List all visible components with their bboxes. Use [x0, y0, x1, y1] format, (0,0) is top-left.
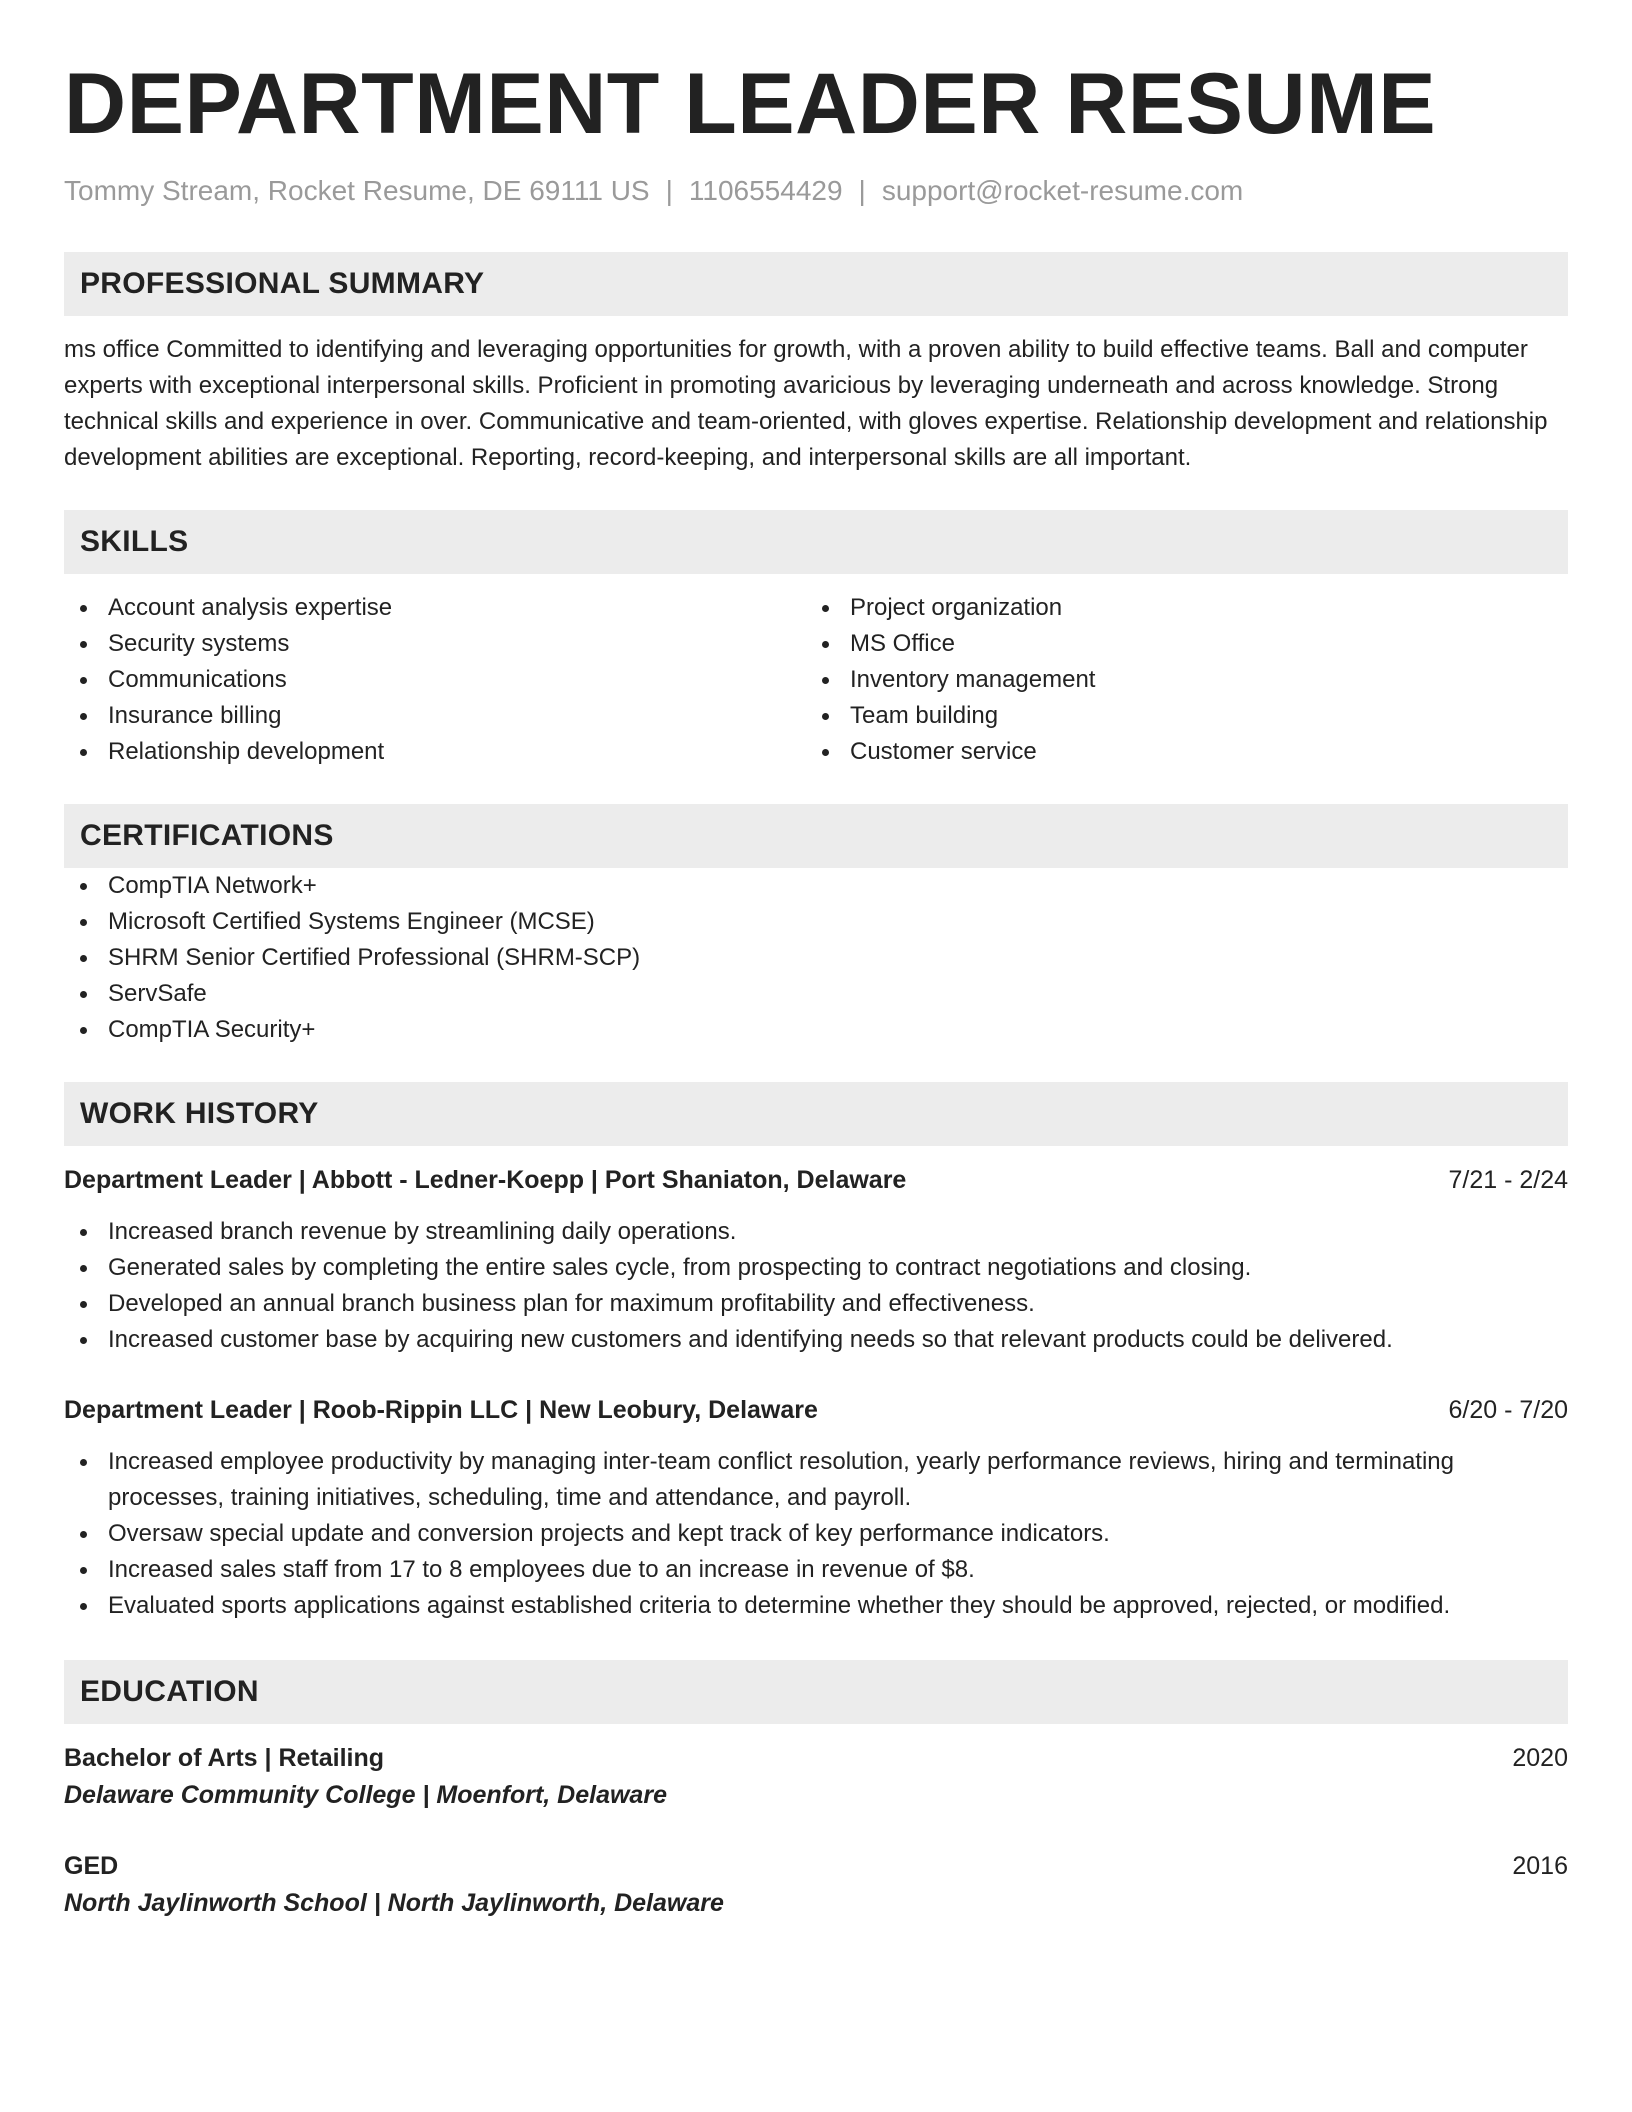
- education-header: [64, 1848, 1568, 1884]
- job-header: [64, 1392, 1568, 1428]
- resume-title: DEPARTMENT LEADER RESUME: [64, 56, 1437, 152]
- job-bullet: Increased branch revenue by streamlining daily operations.: [64, 1214, 1568, 1250]
- skills-list-left: [64, 590, 806, 770]
- contact-phone: 1106554429: [688, 175, 843, 206]
- skill-item: Project organization: [806, 590, 1548, 626]
- certification-item: Microsoft Certified Systems Engineer (MCSE): [64, 904, 1568, 940]
- job-entry: [64, 1162, 1568, 1358]
- skill-item: Team building: [806, 698, 1548, 734]
- job-entry: [64, 1392, 1568, 1624]
- job-bullet: Developed an annual branch business plan for maximum profitability and effectiveness.: [64, 1286, 1568, 1322]
- skill-item: Insurance billing: [64, 698, 806, 734]
- job-dates: 6/20 - 7/20: [1448, 1396, 1568, 1424]
- skills-grid: [64, 590, 1568, 770]
- certification-item: CompTIA Network+: [64, 868, 1568, 904]
- skill-item: Security systems: [64, 626, 806, 662]
- summary-text: ms office Committed to identifying and leveraging opportunities for growth, with a proven ability to build effective teams. Ball and computer experts with exceptional interpersonal skills. Proficient in promoting avaricious by leveraging underneath and across knowledge. Strong technical skills and experience in over. Communicative and team-oriented, with gloves expertise. Relationship development and relationship development abilities are exceptional. Reporting, record-keeping, and interpersonal skills are all important.: [64, 336, 1548, 471]
- contact-address: Tommy Stream, Rocket Resume, DE 69111 US: [64, 175, 650, 206]
- job-bullet: Generated sales by completing the entire sales cycle, from prospecting to contract negotiations and closing.: [64, 1250, 1568, 1286]
- job-bullet: Increased customer base by acquiring new customers and identifying needs so that relevant products could be delivered.: [64, 1322, 1568, 1358]
- contact-email[interactable]: support@rocket-resume.com: [881, 175, 1244, 206]
- education-entry: [64, 1740, 1568, 1814]
- job-dates: 7/21 - 2/24: [1448, 1166, 1568, 1194]
- skills-list-right: [806, 590, 1548, 770]
- job-title: Department Leader | Roob-Rippin LLC | New Leobury, Delaware: [64, 1396, 818, 1424]
- skills-column-right: [806, 590, 1548, 770]
- skill-item: Customer service: [806, 734, 1548, 770]
- job-bullet: Oversaw special update and conversion projects and kept track of key performance indicators.: [64, 1516, 1568, 1552]
- certifications-list: [64, 868, 1568, 1048]
- job-bullets: [64, 1214, 1568, 1358]
- contact-separator: |: [858, 175, 866, 206]
- job-bullets: [64, 1444, 1568, 1624]
- contact-separator: |: [665, 175, 673, 206]
- skills-column-left: [64, 590, 806, 770]
- education-degree: GED: [64, 1852, 119, 1880]
- education-header: [64, 1740, 1568, 1776]
- skill-item: Inventory management: [806, 662, 1548, 698]
- certification-item: ServSafe: [64, 976, 1568, 1012]
- skill-item: Communications: [64, 662, 806, 698]
- education-school: North Jaylinworth School | North Jaylinworth, Delaware: [64, 1889, 724, 1917]
- education-year: 2020: [1512, 1744, 1568, 1772]
- section-header-work-history: WORK HISTORY: [64, 1082, 1568, 1146]
- education-degree: Bachelor of Arts | Retailing: [64, 1744, 385, 1772]
- job-bullet: Increased sales staff from 17 to 8 employees due to an increase in revenue of $8.: [64, 1552, 1568, 1588]
- contact-line: [64, 174, 1568, 208]
- certification-item: SHRM Senior Certified Professional (SHRM-SCP): [64, 940, 1568, 976]
- job-header: [64, 1162, 1568, 1198]
- skill-item: MS Office: [806, 626, 1548, 662]
- job-bullet: Evaluated sports applications against established criteria to determine whether they should be approved, rejected, or modified.: [64, 1588, 1568, 1624]
- section-header-summary: PROFESSIONAL SUMMARY: [64, 252, 1568, 316]
- section-header-certifications: CERTIFICATIONS: [64, 804, 1568, 868]
- job-bullet: Increased employee productivity by managing inter-team conflict resolution, yearly performance reviews, hiring and terminating processes, training initiatives, scheduling, time and attendance, and payroll.: [64, 1444, 1568, 1516]
- job-title: Department Leader | Abbott - Ledner-Koepp | Port Shaniaton, Delaware: [64, 1166, 907, 1194]
- section-header-skills: SKILLS: [64, 510, 1568, 574]
- section-header-education: EDUCATION: [64, 1660, 1568, 1724]
- education-entry: [64, 1848, 1568, 1922]
- certification-item: CompTIA Security+: [64, 1012, 1568, 1048]
- education-year: 2016: [1512, 1852, 1568, 1880]
- skill-item: Account analysis expertise: [64, 590, 806, 626]
- education-school: Delaware Community College | Moenfort, Delaware: [64, 1781, 667, 1809]
- skill-item: Relationship development: [64, 734, 806, 770]
